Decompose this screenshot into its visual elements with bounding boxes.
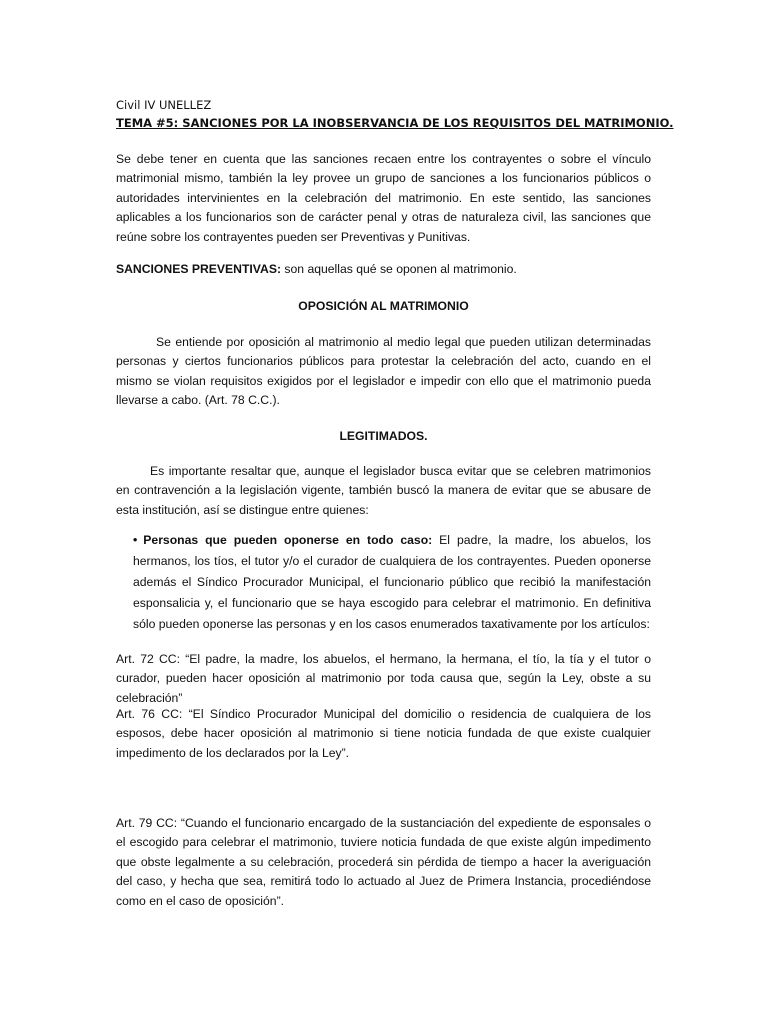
article-76-paragraph: Art. 76 CC: “El Síndico Procurador Municipal del domicilio o residencia de cualquiera de los esposos, debe hacer oposición al matrimonio si tiene noticia fundada de que existe cualquier impedimento de los declarados por la Ley”. xyxy=(116,707,651,760)
preventive-sanctions-label: SANCIONES PREVENTIVAS: xyxy=(116,262,282,276)
bullet-list-item xyxy=(133,530,651,635)
article-79-paragraph: Art. 79 CC: “Cuando el funcionario encargado de la sustanciación del expediente de esponsales o el escogido para celebrar el matrimonio, tuviere noticia fundada de que existe algún impedimento que obste legalmente a su celebración, procederá sin pérdida de tiempo a hacer la averiguación del caso, y hecha que sea, remitirá todo lo actuado al Juez de Primera Instancia, procediéndose como en el caso de oposición”. xyxy=(116,816,651,908)
preventive-sanctions-text: son aquellas qué se oponen al matrimonio. xyxy=(281,262,517,276)
bullet-label: Personas que pueden oponerse en todo caso: xyxy=(143,533,433,547)
document-header xyxy=(116,96,674,132)
legitimados-paragraph: Es importante resaltar que, aunque el legislador busca evitar que se celebren matrimonios en contravención a la legislación vigente, también buscó la manera de evitar que se abusare de esta institución, así se distingue entre quienes: xyxy=(116,464,651,517)
bullet-icon: • xyxy=(133,533,138,547)
opposition-heading: OPOSICIÓN AL MATRIMONIO xyxy=(298,299,469,313)
topic-title: TEMA #5: SANCIONES POR LA INOBSERVANCIA DE LOS REQUISITOS DEL MATRIMONIO. xyxy=(116,116,674,130)
bullet-text: El padre, la madre, los abuelos, los hermanos, los tíos, el tutor y/o el curador de cualquiera de los contrayentes. Pueden oponerse además el Síndico Procurador Municipal, el funcionario público que recibió la manifestación esponsalicia y, el funcionario que se haya escogido para celebrar el matrimonio. En definitiva sólo pueden oponerse las personas y en los casos enumerados taxativamente por los artículos: xyxy=(133,533,651,631)
preventive-sanctions-paragraph xyxy=(116,260,651,279)
intro-paragraph: Se debe tener en cuenta que las sanciones recaen entre los contrayentes o sobre el vínculo matrimonial mismo, también la ley provee un grupo de sanciones a los funcionarios públicos o autoridades intervinientes en la celebración del matrimonio. En este sentido, las sanciones aplicables a los funcionarios son de carácter penal y otras de naturaleza civil, las sanciones que reúne sobre los contrayentes pueden ser Preventivas y Punitivas. xyxy=(116,152,651,244)
opposition-paragraph: Se entiende por oposición al matrimonio al medio legal que pueden utilizan determinadas personas y ciertos funcionarios públicos para protestar la celebración del acto, cuando en el mismo se violan requisitos exigidos por el legislador e impedir con ello que el matrimonio pueda llevarse a cabo. (Art. 78 C.C.). xyxy=(116,335,651,408)
article-72-paragraph: Art. 72 CC: “El padre, la madre, los abuelos, el hermano, la hermana, el tío, la tía y el tutor o curador, pueden hacer oposición al matrimonio por toda causa que, según la Ley, obste a su celebración” xyxy=(116,652,651,705)
course-title: Civil IV UNELLEZ xyxy=(116,98,212,112)
legitimados-heading: LEGITIMADOS. xyxy=(339,429,428,443)
